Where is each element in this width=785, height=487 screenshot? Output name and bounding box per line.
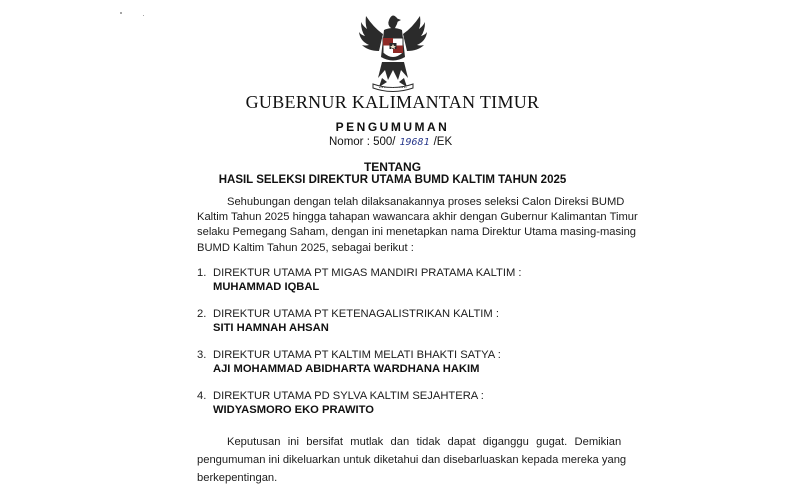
closing-line: berkepentingan.: [197, 472, 278, 484]
appointment-position: DIREKTUR UTAMA PT MIGAS MANDIRI PRATAMA KALTIM :: [213, 267, 522, 279]
scan-speck: [120, 12, 122, 14]
appointment-position: DIREKTUR UTAMA PT KETENAGALISTRIKAN KALTIM :: [213, 308, 499, 320]
scan-speck: [143, 15, 144, 16]
appointment-name: MUHAMMAD IQBAL: [213, 281, 320, 293]
closing-line: pengumuman ini dikeluarkan untuk diketahui dan disebarluaskan kepada mereka yang: [197, 454, 627, 466]
tentang-heading: TENTANG: [363, 160, 422, 174]
appointment-name: WIDYASMORO EKO PRAWITO: [213, 404, 374, 416]
intro-line: BUMD Kaltim Tahun 2025, sebagai berikut :: [197, 241, 414, 254]
intro-line: selaku Pemegang Saham, dengan ini menetapkan nama Direktur Utama masing-masing: [197, 226, 637, 239]
nomor-handwritten: 19681: [399, 137, 430, 148]
intro-line: Kaltim Tahun 2025 hingga tahapan wawancara akhir dengan Gubernur Kalimantan Timur: [197, 211, 638, 224]
appointment-name: SITI HAMNAH AHSAN: [213, 322, 329, 334]
announcement-label: PENGUMUMAN: [335, 120, 450, 134]
subject-title: HASIL SELEKSI DIREKTUR UTAMA BUMD KALTIM TAHUN 2025: [218, 174, 567, 186]
institution-heading: GUBERNUR KALIMANTAN TIMUR: [245, 92, 540, 112]
nomor-prefix: Nomor : 500/: [329, 136, 396, 148]
appointment-name: AJI MOHAMMAD ABIDHARTA WARDHANA HAKIM: [213, 363, 480, 375]
appointment-number: 4.: [197, 390, 207, 402]
garuda-emblem-icon: [352, 12, 434, 94]
document-number: [329, 136, 452, 148]
appointment-number: 1.: [197, 267, 207, 279]
closing-line: Keputusan ini bersifat mutlak dan tidak dapat diganggu gugat. Demikian: [227, 436, 622, 448]
appointment-position: DIREKTUR UTAMA PT KALTIM MELATI BHAKTI SATYA :: [213, 349, 501, 361]
appointment-number: 2.: [197, 308, 207, 320]
appointment-number: 3.: [197, 349, 207, 361]
nomor-suffix: /EK: [433, 136, 453, 148]
intro-line: Sehubungan dengan telah dilaksanakannya proses seleksi Calon Direksi BUMD: [227, 196, 625, 208]
intro-paragraph: [197, 195, 638, 256]
appointment-position: DIREKTUR UTAMA PD SYLVA KALTIM SEJAHTERA :: [213, 390, 484, 402]
